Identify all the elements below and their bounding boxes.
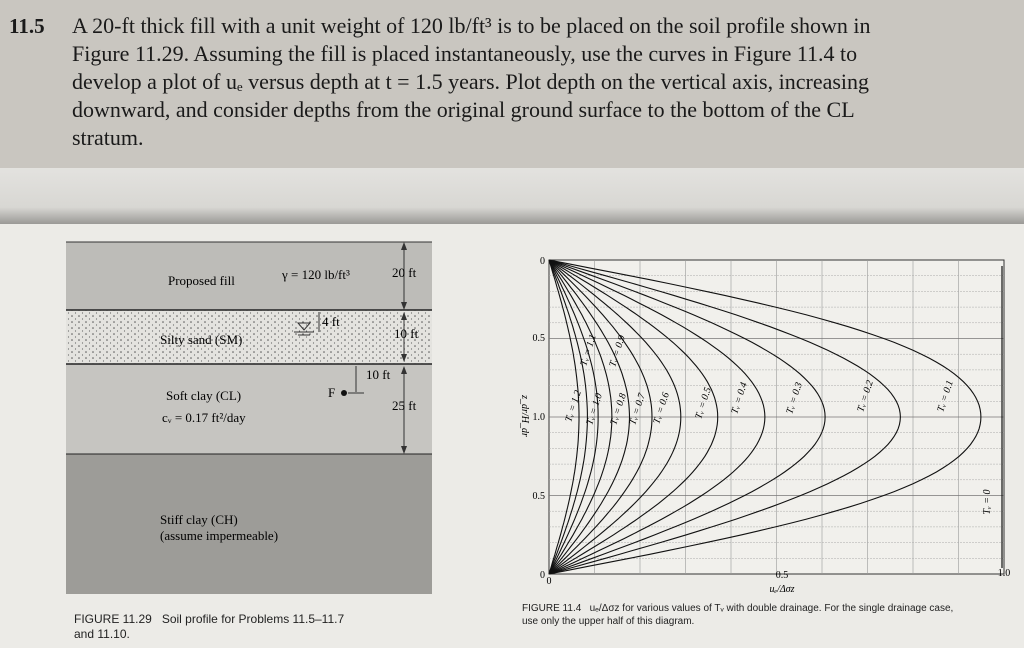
gamma-label: γ = 120 lb/ft³ bbox=[282, 267, 350, 282]
x-tick-label: 0 bbox=[546, 576, 552, 587]
cv-label: cᵥ = 0.17 ft²/day bbox=[162, 410, 246, 425]
problem-line: A 20-ft thick fill with a unit weight of 120 lb/ft³ is to be placed on the soil profile shown in bbox=[72, 13, 871, 38]
y-tick-label: 1.0 bbox=[532, 412, 545, 423]
y-axis-label: z_dr/H_dr bbox=[519, 395, 530, 437]
y-tick-label: 0.5 bbox=[532, 333, 545, 344]
textbook-page bbox=[0, 224, 1024, 648]
sand-thickness-label: 10 ft bbox=[394, 326, 419, 341]
caption-label: FIGURE 11.4 bbox=[522, 603, 582, 614]
silty-sand-label: Silty sand (SM) bbox=[160, 332, 243, 347]
point-depth-label: 10 ft bbox=[366, 367, 391, 382]
curve-label: Tᵥ = 1.0 bbox=[584, 392, 605, 427]
isochrone-chart bbox=[0, 224, 1024, 648]
problem-line: downward, and consider depths from the original ground surface to the bottom of the CL bbox=[72, 97, 855, 122]
y-tick-label: 0.5 bbox=[532, 491, 545, 502]
x-axis-label: uₑ/Δσz bbox=[769, 584, 795, 595]
curve-label: Tᵥ = 0.9 bbox=[607, 334, 628, 369]
soft-clay-label: Soft clay (CL) bbox=[166, 388, 242, 403]
y-tick-label: 0 bbox=[540, 570, 545, 581]
x-tick-label: 0.5 bbox=[775, 570, 789, 581]
caption-label: FIGURE 11.29 bbox=[74, 612, 152, 626]
curve-label: Tᵥ = 0.3 bbox=[784, 381, 805, 416]
problem-line: Figure 11.29. Assuming the fill is placed instantaneously, use the curves in Figure 11.4 to bbox=[72, 41, 858, 66]
caption-text: Soil profile for Problems 11.5–11.7 bbox=[161, 612, 345, 626]
water-table-depth-label: 4 ft bbox=[322, 314, 340, 329]
curve-label: Tᵥ = 0.5 bbox=[693, 386, 714, 421]
caption-text: uₑ/Δσz for various values of Tᵥ with double drainage. For the single drainage case, bbox=[589, 603, 954, 614]
impermeable-label: (assume impermeable) bbox=[160, 528, 279, 543]
fill-thickness-label: 20 ft bbox=[392, 265, 417, 280]
curve-label: Tᵥ = 0.6 bbox=[651, 391, 672, 426]
page-gap bbox=[0, 168, 1024, 224]
curve-label: Tᵥ = 0.4 bbox=[729, 381, 750, 416]
problem-text bbox=[72, 12, 1017, 152]
curve-label: Tᵥ = 0.2 bbox=[855, 379, 876, 414]
point-f-label: F bbox=[328, 385, 336, 400]
y-tick-label: 0 bbox=[540, 256, 545, 267]
problem-line: develop a plot of uₑ versus depth at t = 1.5 years. Plot depth on the vertical axis, increasing bbox=[72, 69, 870, 94]
curve-label: Tᵥ = 1.2 bbox=[563, 389, 584, 424]
caption-text-line2: use only the upper half of this diagram. bbox=[522, 616, 695, 627]
curve-label: Tᵥ = 1.1 bbox=[578, 333, 599, 368]
curve-label: Tᵥ = 0 bbox=[982, 489, 993, 515]
figure-11-4-caption bbox=[522, 602, 953, 628]
curve-label: Tᵥ = 0.1 bbox=[935, 379, 956, 414]
clay-thickness-label: 25 ft bbox=[392, 398, 417, 413]
fill-label: Proposed fill bbox=[168, 273, 235, 288]
problem-statement bbox=[0, 0, 1024, 168]
caption-text-line2: and 11.10. bbox=[74, 627, 130, 641]
stiff-clay-label: Stiff clay (CH) bbox=[160, 512, 238, 527]
curve-label: Tᵥ = 0.7 bbox=[627, 392, 648, 427]
problem-number: 11.5 bbox=[9, 14, 45, 38]
x-tick-label: 1.0 bbox=[997, 568, 1011, 579]
problem-line: stratum. bbox=[72, 125, 144, 150]
curve-label: Tᵥ = 0.8 bbox=[608, 392, 629, 427]
